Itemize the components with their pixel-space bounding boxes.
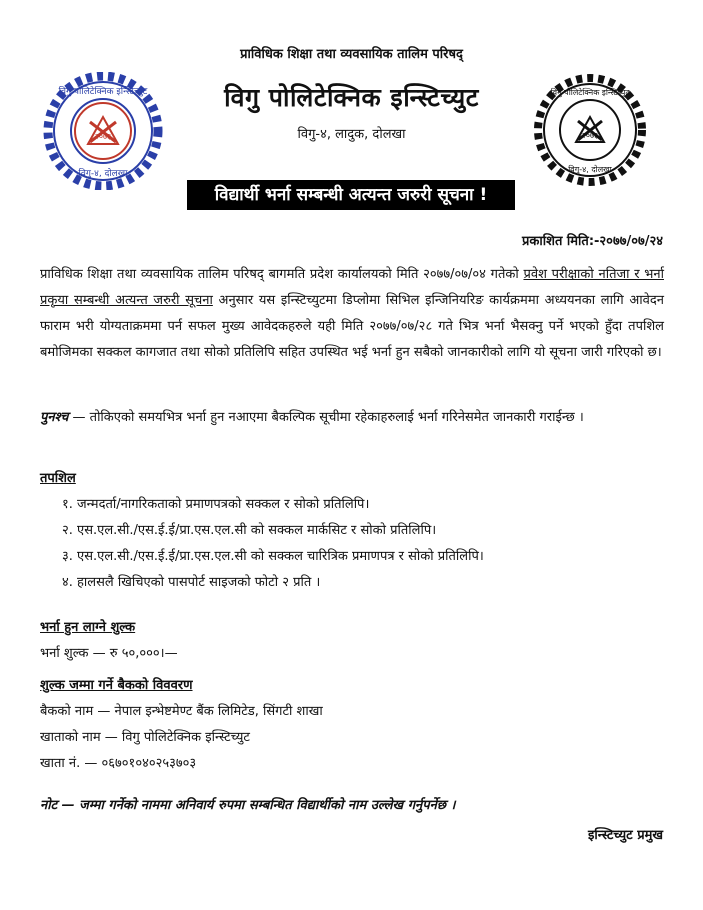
postscript-paragraph (40, 405, 664, 431)
admission-fee: भर्ना शुल्क — रु ५०,०००।— (40, 646, 178, 661)
bank-details-heading: शुल्क जम्मा गर्ने बैकको विववरण (40, 678, 193, 693)
list-item: ४. हालसलै खिचिएको पासपोर्ट साइजको फोटो २ प्रति । (62, 575, 321, 590)
signature-title: इन्स्टिच्युट प्रमुख (587, 828, 663, 843)
account-number: खाता नं. — ०६७०१०४०२५३७०३ (40, 756, 197, 771)
logo-right-year: २०७३ (581, 131, 599, 140)
list-item: १. जन्मदर्ता/नागरिकताको प्रमाणपत्रको सक्कल र सोको प्रतिलिपि। (62, 497, 370, 512)
reference-notice-title: प्रवेश परीक्षाको नतिजा र भर्ना प्रकृया सम्बन्धी अत्यन्त जरुरी सूचना (40, 267, 664, 308)
note: नोट — जम्मा गर्नेको नाममा अनिवार्य रुपमा सम्बन्धित विद्यार्थीको नाम उल्लेख गर्नुपर्नेछ । (40, 798, 456, 813)
institute-name: विगु पोलिटेक्निक इन्स्टिच्युट (224, 83, 479, 112)
paragraph-text-a: प्राविधिक शिक्षा तथा व्यवसायिक तालिम परिषद् बागमति प्रदेश कार्यालयको मिति २०७७/०७/०४ गतेको (40, 267, 524, 282)
paragraph-text-b: अनुसार यस इन्स्टिच्युटमा डिप्लोमा सिभिल इन्जिनियरिङ कार्यक्रममा अध्ययनका लागि आवेदन फाराम भरी योग्यताक्रममा पर्न सफल मुख्य आवेदकहरुले यही मिति २०७७/०७/२८ गते भित्र भर्ना भैसक्नु पर्ने भएको हुँदा तपशिल बमोजिमका सक्कल कागजात तथा सोको प्रतिलिपि सहित उपस्थित भई भर्ना हुन सबैको जानकारीको लागि यो सूचना जारी गरिएको छ। (40, 293, 664, 360)
logo-left-year: २०७३ (94, 132, 112, 141)
published-date: प्रकाशित मिति:-२०७७/०७/२४ (522, 234, 663, 249)
logo-left-text: विगु पोलिटेक्निक इन्स्टिच्युट (58, 87, 148, 97)
logo-left-sub: विगु-४, दोलखा (78, 169, 128, 179)
council-name: प्राविधिक शिक्षा तथा व्यवसायिक तालिम परिषद् (240, 47, 463, 62)
notice-title-banner: विद्यार्थी भर्ना सम्बन्धी अत्यन्त जरुरी सूचना ! (187, 180, 515, 210)
postscript-text: — तोकिएको समयभित्र भर्ना हुन नआएमा बैकल्पिक सूचीमा रहेकाहरुलाई भर्ना गरिनेसमेत जानकारी गराईन्छ । (68, 410, 584, 425)
fee-heading: भर्ना हुन लाग्ने शुल्क (40, 620, 136, 635)
postscript-label: पुनश्च (40, 410, 69, 425)
bank-name: बैकको नाम — नेपाल इन्भेष्टमेण्ट बैंक लिमिटेड, सिंगटी शाखा (40, 704, 323, 719)
institute-address: विगु-४, लादुक, दोलखा (297, 127, 406, 142)
tapashil-heading: तपशिल (40, 471, 76, 486)
account-name: खाताको नाम — विगु पोलिटेक्निक इन्स्टिच्युट (40, 730, 250, 745)
list-item: २. एस.एल.सी./एस.ई.ई/प्रा.एस.एल.सी को सक्कल मार्कसिट र सोको प्रतिलिपि। (62, 523, 437, 538)
notice-paragraph (40, 262, 664, 366)
logo-right-sub: विगु-४, दोलखा (568, 165, 612, 174)
list-item: ३. एस.एल.सी./एस.ई.ई/प्रा.एस.एल.सी को सक्कल चारित्रिक प्रमाणपत्र र सोको प्रतिलिपि। (62, 549, 484, 564)
logo-right-text: विगु पोलिटेक्निक इन्स्टिच्युट (550, 88, 630, 97)
